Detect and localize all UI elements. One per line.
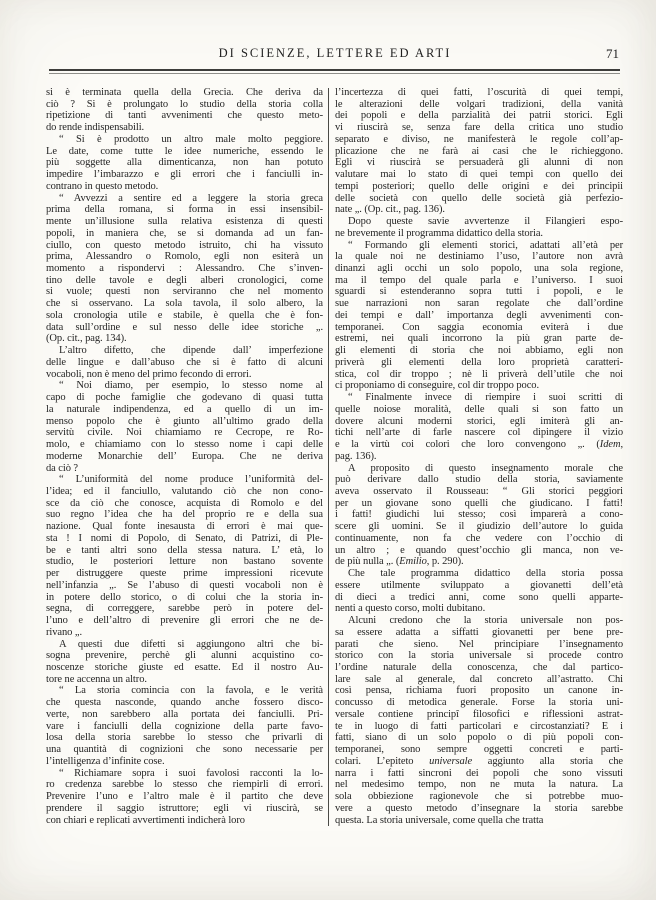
text-line: essere utilmente sviluppato a giovanetti dell’età (335, 579, 623, 591)
text-line: tichi nell’arte di farle nascere col dipingere il vizio (335, 427, 623, 439)
text-line: “ L’uniformità del nome produce l’uniformità del- (59, 474, 323, 486)
text-line: più soggette alla dimenticanza, non han potuto (46, 157, 323, 169)
text-line: questa. La storia universale, come quella che tratta (335, 814, 544, 826)
text-line: l’incertezza di quei fatti, l’oscurità di quei tempi, (335, 87, 623, 98)
text-line: ripetizione di tanti avvenimenti che questo meto- (46, 110, 323, 122)
text-line: de più nulla „. (Emilio, p. 290). (335, 556, 464, 568)
text-line: tore ne accenna un altro. (46, 673, 147, 685)
text-line: te in luogo di fatti particolari e circostanziati? E i (335, 720, 623, 732)
text-line: popoli, in maniera che, se si domanda ad un fan- (46, 227, 323, 239)
text-line: sola obbiezione ragionevole che si potrebbe muo- (335, 791, 623, 803)
text-line: dovere alcuni moderni storici, egli imiterà gli an- (335, 415, 623, 427)
text-line: ci proponiamo di conseguire, col dir troppo poco. (335, 380, 539, 392)
text-line: Alcuni credono che la storia universale non pos- (348, 615, 623, 627)
text-line: con chiari e replicati avvertimenti indicherà loro (46, 814, 245, 826)
text-line: parati che sieno. Nel principiare l’insegnamento (335, 638, 623, 650)
text-line: sta ! I nomi di Popolo, di Senato, di Patrizi, di Ple- (46, 532, 323, 544)
text-line: Le date, come tutte le idee numeriche, essendo le (46, 145, 323, 157)
text-line: e la virtù coi colori che loro convengono „. (Idem, (335, 439, 623, 451)
text-line: l’intelligenza d’infinite cose. (46, 755, 165, 767)
paragraph (335, 615, 623, 826)
text-line: prima, Alessandro o Romolo, egli non esiterà un (46, 251, 323, 263)
text-line: menso popolo che è giunto all’ultimo grado della (46, 415, 323, 427)
text-line: studio, le posteriori letture non bastano sovente (46, 556, 323, 568)
text-line: “ Si è prodotto un altro male molto peggiore. (59, 133, 323, 145)
text-line: nenti a questo corso, molti dubitano. (335, 603, 486, 615)
text-line: noscenze storiche giuste ed esatte. Ed il nostro Au- (46, 661, 323, 673)
text-line: Dopo queste savie avvertenze il Filangieri espo- (348, 216, 623, 228)
text-line: aveva osservato il Rousseau: “ Gli storici peggiori (335, 485, 623, 497)
text-line: delle lingue e dall’abuso che si è fatto di alcuni (46, 356, 323, 368)
text-line: i fatti! giudichi lui stesso; così imparerà a cono- (335, 509, 623, 521)
text-line: “ Noi diamo, per esempio, lo stesso nome al (59, 380, 323, 392)
text-line: prima della romana, si forma in essi insensibil- (46, 204, 323, 216)
paragraph (335, 463, 623, 569)
text-line: molo, e chiamiamo con lo stesso nome i capi delle (46, 439, 323, 451)
paragraph (46, 639, 323, 686)
text-line: nate „. (Op. cit., pag. 136). (335, 204, 445, 216)
page-number: 71 (606, 46, 619, 61)
text-line: Egli vi riuscirà se persuaderà gli alunni di non (335, 157, 623, 169)
paragraph (46, 474, 323, 638)
text-line: gli elementi di storia che noi abbiamo, egli non (335, 345, 623, 357)
text-line: ciullo, con questo metodo istruito, chi ha vissuto (46, 239, 323, 251)
text-line: dinanzi agli occhi un solo popolo, una sola regione, (335, 263, 623, 275)
text-line: vere a questo metodo d’insegnare la storia sarebbe (335, 802, 623, 814)
text-line: prendere il saggio istruttore; egli vi riuscirà, se (46, 802, 323, 814)
text-line: contrano in questo metodo. (46, 180, 159, 192)
text-line: “ Finalmente invece di riempire i suoi scritti di (348, 392, 623, 404)
text-line: sola cronologia utile e stabile, è quella che è fon- (46, 309, 323, 321)
text-line: ro credenza sarebbe lo stesso che riempirli di errori. (46, 779, 323, 791)
text-line: le alterazioni delle volgari tradizioni, della vanità (335, 98, 623, 110)
text-line: continuamente, non fa che vedere con l’occhio di (335, 532, 623, 544)
paragraph (335, 392, 623, 462)
paragraph (46, 193, 323, 346)
text-line: impedire l’imbarazzo e gli errori che i fanciulli in- (46, 169, 323, 181)
paragraph (46, 345, 323, 380)
text-line: l’idea; ed il fanciullo, valutando ciò che non cono- (46, 485, 323, 497)
text-line: pag. 136). (335, 450, 377, 462)
text-line: la quale noi ne destiniamo l’uso, l’autore non avrà (335, 251, 623, 263)
text-line: do rende indispensabili. (46, 122, 145, 134)
text-line: momento a rispondervi : Alessandro. Che s’inven- (46, 263, 323, 275)
text-line: be e tanti altri sono della stessa natura. L’ età, lo (46, 544, 323, 556)
text-line: lare sale al generale, dal concreto all’astratto. Chi (335, 673, 623, 685)
text-line: da ciò ? (46, 462, 79, 474)
text-line: vi riuscirà se, senza fare della critica uno studio (335, 122, 623, 134)
text-line: verte, non sarebbero alla portata dei fanciulli. Pri- (46, 708, 323, 720)
text-line: capo di poche famiglie che godevano di quasi tutta (46, 392, 323, 404)
text-line: Prevenire l’uno e l’altro male è il partito che deve (46, 791, 323, 803)
text-line: valutare mai lo stato di quei tempi con quello dei (335, 169, 623, 181)
paragraph (46, 685, 323, 767)
text-line: dei popoli e della parzialità dei patrii storici. Egli (335, 110, 623, 122)
text-line: vare i fanciulli della cognizione della parte favo- (46, 720, 323, 732)
journal-title: DI SCIENZE, LETTERE ED ARTI (218, 46, 452, 60)
text-line: una quantità di cognizioni che sono necessarie per (46, 744, 323, 756)
text-line: “ Avvezzi a sentire ed a leggere la storia greca (59, 192, 323, 204)
text-line: ciò ? Si è prolungato lo studio della storia colla (46, 98, 323, 110)
paragraph (335, 240, 623, 393)
text-line: fatti, siano di un solo popolo o di più popoli con- (335, 732, 623, 744)
text-line: temporanei, sono sempre oggetti concreti e parti- (335, 744, 623, 756)
column-divider (328, 88, 329, 826)
text-line: quelle noiose moralità, delle quali si son fatto un (335, 403, 623, 415)
text-line: può derivare dallo studio della storia, saviamente (335, 474, 623, 486)
paragraph (46, 87, 323, 134)
text-line: rivano „. (46, 626, 83, 638)
text-line: narra i fatti sincroni dei popoli che sono vissuti (335, 767, 623, 779)
text-line: plicazione che ne farà ai casi che le richieggono. (335, 145, 623, 157)
text-line: che questa nasconde, quando anche fossero disco- (46, 697, 323, 709)
text-line: la naturale indipendenza, ed a quello di un im- (46, 403, 323, 415)
text-line: suo regno l’idea che ha del proprio re e della sua (46, 509, 323, 521)
text-line: dei tempi e dall’ importanza degli avvenimenti con- (335, 309, 623, 321)
text-line: segna, di correggere, sarebbe però in potere del- (46, 603, 323, 615)
text-line: nel medesimo tempo, non ne muta la natura. La (335, 779, 623, 791)
text-line: A proposito di questo insegnamento morale che (348, 462, 623, 474)
text-line: concusso di metodica generale. Forse la storia uni- (335, 697, 623, 709)
text-line: Che tale programma didattico della storia possa (348, 568, 623, 580)
text-line: sogna prevenire, perchè gli alunni acquistino co- (46, 650, 323, 662)
text-line: per distruggere queste prime impressioni ricevute (46, 568, 323, 580)
text-line: di dieci a tredici anni, come sono quelli apparte- (335, 591, 623, 603)
text-line: ne brevemente il programma didattico della storia. (335, 227, 543, 239)
text-line: scere gli uomini. Se il giudizio dell’autore lo guida (335, 521, 623, 533)
text-line: che si osservano. La sola tavola, il solo albero, la (46, 298, 323, 310)
paragraph (335, 87, 623, 216)
text-line: un altro ; e quando quest’occhio gli manca, non ve- (335, 544, 623, 556)
text-line: così pensa, richiama fuori proposito un canone in- (335, 685, 623, 697)
text-columns (46, 87, 623, 826)
text-line: data sull’ordine e sul nesso delle idee storiche „. (46, 321, 323, 333)
paragraph (46, 768, 323, 827)
text-line: in potere dello storico, o di colui che la storia in- (46, 591, 323, 603)
page-header (49, 46, 621, 64)
text-line: colari. L’epiteto universale aggiunto alla storia che (335, 755, 623, 767)
paragraph (46, 134, 323, 193)
text-line: stica, col dir troppo ; nè li priverà dell’utile che noi (335, 368, 623, 380)
text-column-right (335, 87, 623, 826)
text-line: A questi due difetti si aggiungono altri che bi- (59, 638, 323, 650)
text-line: delle società con quello delle società già perfezio- (335, 192, 623, 204)
text-line: tempi posteriori; quello delle origini e dei principii (335, 180, 623, 192)
text-line: sce da ciò che conosce, acquista di Romolo e del (46, 497, 323, 509)
text-line: (Op. cit., pag. 134). (46, 333, 127, 345)
text-line: nell’infanzia „. Se l’abuso di questi vocaboli non è (46, 579, 323, 591)
text-line: “ La storia comincia con la favola, e le verità (59, 685, 323, 697)
text-line: ma il tempo del quale parla e l’universo. I suoi (335, 274, 623, 286)
text-line: losa della storia sarebbe lo stesso che privarli di (46, 732, 323, 744)
text-line: storico con la storia universale si procede contro (335, 650, 623, 662)
text-line: sa essere adatta a siffatti giovanetti per bene pre- (335, 626, 623, 638)
text-line: l’ordine naturale della conoscenza, che dal partico- (335, 661, 623, 673)
text-line: priverà gli elementi della loro proprietà caratteri- (335, 356, 623, 368)
text-line: si vuole; questi non serviranno che nel momento (46, 286, 323, 298)
text-line: sguardi si estenderanno sopra tutti i popoli, e le (335, 286, 623, 298)
text-line: l’uno e dell’altro di prevenire gli errori che ne de- (46, 615, 323, 627)
paragraph (46, 380, 323, 474)
text-line: L’altro difetto, che dipende dall’ imperfezione (59, 345, 323, 357)
text-line: temporanei. Con saggia economia eviterà i due (335, 321, 623, 333)
paragraph (335, 568, 623, 615)
text-line: “ Richiamare sopra i suoi favolosi racconti la lo- (59, 767, 323, 779)
text-line: mente un’illusione sulla relativa esistenza di questi (46, 216, 323, 228)
paragraph (335, 216, 623, 239)
text-line: si è terminata quella della Grecia. Che deriva da (46, 87, 323, 98)
text-line: estremi, nei quali incorrono la più gran parte de- (335, 333, 623, 345)
text-line: versale contiene principî filosofici e riflessioni astrat- (335, 708, 623, 720)
header-rule (49, 69, 620, 74)
text-column-left (46, 87, 323, 826)
text-line: separato e diviso, ne manifesterà le regole coll’ap- (335, 133, 623, 145)
text-line: nazione. Qual fonte inesausta di errori è mai que- (46, 521, 323, 533)
text-line: “ Formando gli elementi storici, adattati all’età per (348, 239, 623, 251)
text-line: vocaboli, non è meno del primo fecondo di errori. (46, 368, 252, 380)
text-line: moderne Monarchie dell’ Europa. Che ne deriva (46, 450, 323, 462)
text-line: servitù civile. Noi chiamiamo re Cecrope, re Ro- (46, 427, 323, 439)
text-line: tino delle tavole e degli alberi cronologici, come (46, 274, 323, 286)
text-line: per un giovane sono quelli che giudicano. I fatti! (335, 497, 623, 509)
text-line: sue narrazioni non saran regolate che dall’ordine (335, 298, 623, 310)
